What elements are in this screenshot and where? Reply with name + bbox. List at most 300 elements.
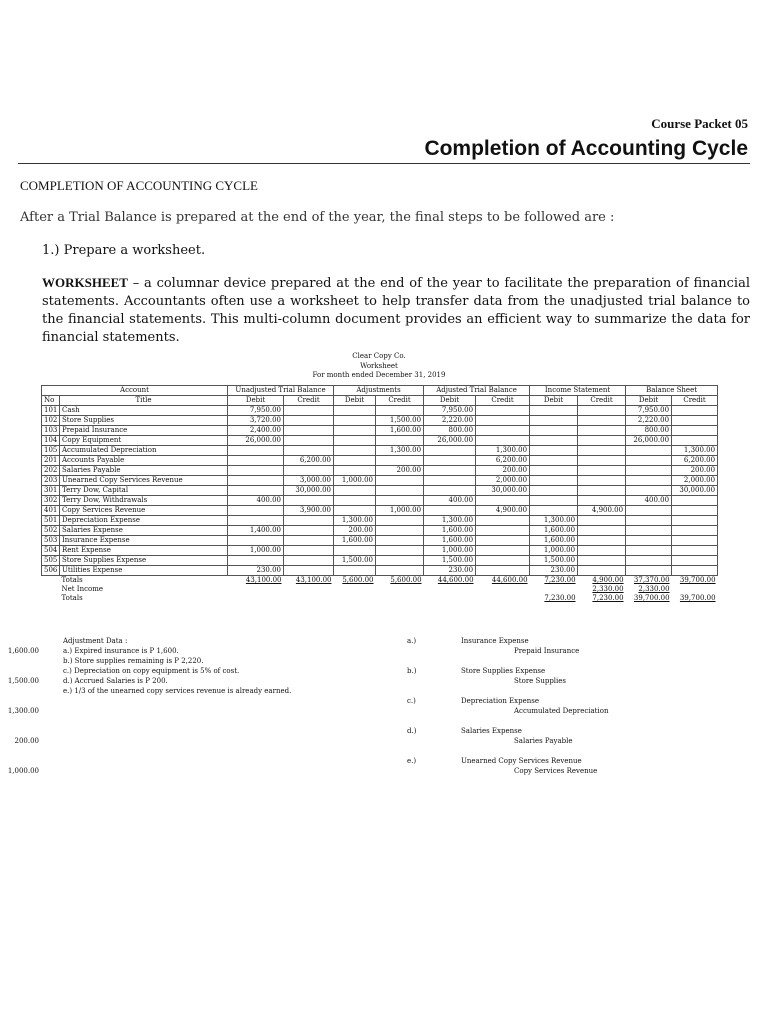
amount-cell <box>578 495 626 505</box>
account-no: 103 <box>42 425 60 435</box>
amount-cell <box>530 455 578 465</box>
amount-cell <box>334 465 376 475</box>
amount-cell: 1,500.00 <box>334 555 376 565</box>
amount-cell <box>228 535 284 545</box>
page-title: Completion of Accounting Cycle <box>424 137 748 160</box>
amount-cell: 2,400.00 <box>228 425 284 435</box>
worksheet-definition <box>42 274 750 347</box>
amount-cell <box>578 525 626 535</box>
amount-cell <box>376 405 424 415</box>
amount-cell <box>376 535 424 545</box>
amount-cell <box>672 425 718 435</box>
amount-cell <box>284 405 334 415</box>
table-row <box>42 445 718 455</box>
amount-cell: 4,900.00 <box>476 505 530 515</box>
account-title: Depreciation Expense <box>60 515 228 525</box>
amount-cell <box>672 585 718 594</box>
amount-cell: 7,230.00 <box>592 593 624 602</box>
entry-debit-account: Salaries Expense <box>461 727 522 735</box>
amount-cell: 30,000.00 <box>476 485 530 495</box>
amount-cell <box>376 565 424 575</box>
table-row <box>42 525 718 535</box>
amount-cell <box>424 485 476 495</box>
table-row <box>42 435 718 445</box>
amount-cell <box>334 505 376 515</box>
amount-cell: 2,000.00 <box>476 475 530 485</box>
amount-cell <box>284 425 334 435</box>
account-title: Accumulated Depreciation <box>60 445 228 455</box>
column-header: Debit <box>424 395 476 405</box>
amount-cell <box>334 425 376 435</box>
column-header: Debit <box>530 395 578 405</box>
amount-cell <box>530 445 578 455</box>
amount-cell <box>376 545 424 555</box>
account-no: 505 <box>42 555 60 565</box>
amount-cell <box>672 515 718 525</box>
amount-cell <box>424 475 476 485</box>
spacer <box>42 594 60 603</box>
column-header: Title <box>60 395 228 405</box>
account-no: 506 <box>42 565 60 575</box>
adjustment-data-heading: Adjustment Data : <box>63 637 128 645</box>
amount-cell: 1,600.00 <box>530 535 578 545</box>
amount-cell <box>530 475 578 485</box>
amount-cell <box>228 594 284 603</box>
table-row <box>42 505 718 515</box>
amount-cell <box>476 435 530 445</box>
amount-cell <box>228 465 284 475</box>
account-no: 504 <box>42 545 60 555</box>
account-title: Prepaid Insurance <box>60 425 228 435</box>
amount-cell <box>476 515 530 525</box>
entry-letter: b.) <box>407 667 417 675</box>
amount-cell <box>530 435 578 445</box>
account-title: Rent Expense <box>60 545 228 555</box>
amount-cell: 1,400.00 <box>228 525 284 535</box>
amount-cell <box>578 535 626 545</box>
group-header: Unadjusted Trial Balance <box>228 385 334 395</box>
amount-cell <box>424 594 476 603</box>
title-divider <box>18 163 750 164</box>
account-title: Terry Dow, Withdrawals <box>60 495 228 505</box>
account-no: 502 <box>42 525 60 535</box>
entry-debit-account: Depreciation Expense <box>461 697 539 705</box>
amount-cell: 230.00 <box>530 565 578 575</box>
worksheet-table <box>41 385 718 603</box>
amount-cell <box>672 545 718 555</box>
amount-cell <box>228 485 284 495</box>
account-no: 202 <box>42 465 60 475</box>
amount-cell <box>626 465 672 475</box>
amount-cell <box>284 535 334 545</box>
amount-cell <box>672 435 718 445</box>
amount-cell <box>626 445 672 455</box>
account-no: 302 <box>42 495 60 505</box>
amount-cell <box>626 505 672 515</box>
amount-cell <box>284 465 334 475</box>
amount-cell <box>376 594 424 603</box>
column-header: Debit <box>228 395 284 405</box>
totals-label: Totals <box>61 575 83 584</box>
entry-letter: c.) <box>407 697 416 705</box>
account-title: Salaries Expense <box>60 525 228 535</box>
amount-cell: 7,950.00 <box>626 405 672 415</box>
amount-cell: 1,600.00 <box>530 525 578 535</box>
account-no: 101 <box>42 405 60 415</box>
amount-cell: 43,100.00 <box>245 575 282 584</box>
amount-cell: 1,000.00 <box>376 505 424 515</box>
amount-cell <box>334 485 376 495</box>
table-row <box>42 535 718 545</box>
amount-cell: 230.00 <box>424 565 476 575</box>
amount-cell: 3,900.00 <box>284 505 334 515</box>
table-row <box>42 565 718 575</box>
amount-cell <box>578 485 626 495</box>
amount-cell <box>530 505 578 515</box>
amount-cell: 3,000.00 <box>284 475 334 485</box>
section-heading: COMPLETION OF ACCOUNTING CYCLE <box>20 178 258 193</box>
amount-cell <box>672 555 718 565</box>
group-header: Account <box>42 385 228 395</box>
amount-cell <box>476 545 530 555</box>
group-header: Balance Sheet <box>626 385 718 395</box>
amount-cell: 200.00 <box>476 465 530 475</box>
amount-cell <box>334 405 376 415</box>
amount-cell: 5,600.00 <box>342 575 374 584</box>
amount-cell <box>228 455 284 465</box>
column-header: Debit <box>626 395 672 405</box>
amount-cell: 7,950.00 <box>424 405 476 415</box>
amount-cell <box>424 465 476 475</box>
amount-cell <box>476 495 530 505</box>
column-header: Credit <box>376 395 424 405</box>
account-no: 301 <box>42 485 60 495</box>
amount-cell: 1,300.00 <box>334 515 376 525</box>
account-title: Store Supplies Expense <box>60 555 228 565</box>
amount-cell <box>228 475 284 485</box>
amount-cell <box>626 535 672 545</box>
group-header: Adjustments <box>334 385 424 395</box>
amount-cell <box>672 505 718 515</box>
table-row <box>42 555 718 565</box>
amount-cell: 6,200.00 <box>284 455 334 465</box>
amount-cell <box>476 565 530 575</box>
adjustment-item: e.) 1/3 of the unearned copy services revenue is already earned. <box>63 687 292 695</box>
amount-cell: 1,500.00 <box>376 415 424 425</box>
amount-cell <box>672 405 718 415</box>
amount-cell: 2,220.00 <box>424 415 476 425</box>
account-no: 503 <box>42 535 60 545</box>
amount-cell: 400.00 <box>228 495 284 505</box>
entry-debit-account: Unearned Copy Services Revenue <box>461 757 582 765</box>
adjustment-item: c.) Depreciation on copy equipment is 5% of cost. <box>63 667 240 675</box>
amount-cell <box>626 455 672 465</box>
account-no: 501 <box>42 515 60 525</box>
amount-cell: 7,230.00 <box>544 575 576 584</box>
amount-cell: 39,700.00 <box>679 593 716 602</box>
entry-credit-amount: 1,500.00 <box>7 677 39 685</box>
amount-cell: 5,600.00 <box>390 575 422 584</box>
amount-cell <box>376 495 424 505</box>
amount-cell <box>626 555 672 565</box>
entry-credit-account: Accumulated Depreciation <box>514 707 609 715</box>
amount-cell <box>578 425 626 435</box>
amount-cell: 1,300.00 <box>530 515 578 525</box>
amount-cell: 400.00 <box>626 495 672 505</box>
totals-row <box>42 575 718 585</box>
spacer <box>42 585 60 594</box>
amount-cell: 1,500.00 <box>424 555 476 565</box>
amount-cell <box>476 535 530 545</box>
amount-cell <box>228 515 284 525</box>
amount-cell <box>334 455 376 465</box>
amount-cell: 230.00 <box>228 565 284 575</box>
amount-cell <box>530 585 578 594</box>
amount-cell: 39,700.00 <box>679 575 716 584</box>
amount-cell: 26,000.00 <box>228 435 284 445</box>
amount-cell: 2,000.00 <box>672 475 718 485</box>
totals-row <box>42 594 718 603</box>
amount-cell <box>578 455 626 465</box>
amount-cell <box>284 585 334 594</box>
table-row <box>42 475 718 485</box>
entry-debit-account: Insurance Expense <box>461 637 529 645</box>
amount-cell: 200.00 <box>672 465 718 475</box>
amount-cell: 200.00 <box>376 465 424 475</box>
column-header: Credit <box>578 395 626 405</box>
entry-letter: a.) <box>407 637 417 645</box>
amount-cell <box>530 495 578 505</box>
entry-letter: e.) <box>407 757 417 765</box>
amount-cell: 1,000.00 <box>334 475 376 485</box>
amount-cell: 44,600.00 <box>491 575 528 584</box>
amount-cell <box>530 405 578 415</box>
amount-cell: 44,600.00 <box>437 575 474 584</box>
adjustment-item: a.) Expired insurance is P 1,600. <box>63 647 179 655</box>
amount-cell <box>530 415 578 425</box>
worksheet-term: WORKSHEET <box>42 275 128 290</box>
column-header: Credit <box>284 395 334 405</box>
amount-cell <box>376 475 424 485</box>
amount-cell: 400.00 <box>424 495 476 505</box>
column-header: Credit <box>476 395 530 405</box>
amount-cell <box>376 555 424 565</box>
amount-cell <box>672 535 718 545</box>
amount-cell <box>284 415 334 425</box>
amount-cell <box>376 515 424 525</box>
amount-cell <box>284 525 334 535</box>
totals-label: Totals <box>61 593 83 602</box>
entry-letter: d.) <box>407 727 417 735</box>
amount-cell <box>476 415 530 425</box>
worksheet-name: Worksheet <box>360 361 398 370</box>
course-packet-label: Course Packet 05 <box>651 116 748 131</box>
amount-cell <box>228 585 284 594</box>
amount-cell <box>334 585 376 594</box>
amount-cell <box>284 555 334 565</box>
amount-cell <box>476 555 530 565</box>
amount-cell: 800.00 <box>424 425 476 435</box>
amount-cell: 1,600.00 <box>334 535 376 545</box>
account-title: Insurance Expense <box>60 535 228 545</box>
amount-cell: 4,900.00 <box>592 575 624 584</box>
amount-cell <box>578 565 626 575</box>
amount-cell <box>476 594 530 603</box>
amount-cell <box>476 425 530 435</box>
amount-cell <box>284 445 334 455</box>
table-row <box>42 465 718 475</box>
entry-credit-account: Prepaid Insurance <box>514 647 580 655</box>
amount-cell <box>334 415 376 425</box>
amount-cell <box>578 405 626 415</box>
amount-cell <box>672 495 718 505</box>
table-row <box>42 405 718 415</box>
amount-cell <box>228 445 284 455</box>
amount-cell <box>284 515 334 525</box>
column-header: Debit <box>334 395 376 405</box>
account-title: Copy Services Revenue <box>60 505 228 515</box>
amount-cell: 39,700.00 <box>633 593 670 602</box>
entry-credit-account: Salaries Payable <box>514 737 573 745</box>
amount-cell: 2,220.00 <box>626 415 672 425</box>
account-no: 102 <box>42 415 60 425</box>
amount-cell <box>672 525 718 535</box>
column-header: No <box>42 395 60 405</box>
amount-cell: 7,950.00 <box>228 405 284 415</box>
table-row <box>42 415 718 425</box>
entry-credit-amount: 1,600.00 <box>7 647 39 655</box>
amount-cell: 2,330.00 <box>638 584 670 593</box>
totals-label: Net Income <box>61 584 103 593</box>
amount-cell: 43,100.00 <box>295 575 332 584</box>
amount-cell <box>578 555 626 565</box>
amount-cell <box>284 594 334 603</box>
amount-cell: 3,720.00 <box>228 415 284 425</box>
amount-cell <box>284 495 334 505</box>
account-title: Cash <box>60 405 228 415</box>
table-row <box>42 515 718 525</box>
amount-cell <box>626 565 672 575</box>
table-row <box>42 455 718 465</box>
account-no: 203 <box>42 475 60 485</box>
amount-cell <box>284 435 334 445</box>
amount-cell <box>578 445 626 455</box>
amount-cell <box>578 465 626 475</box>
amount-cell: 1,300.00 <box>376 445 424 455</box>
amount-cell: 1,600.00 <box>424 535 476 545</box>
amount-cell: 1,300.00 <box>672 445 718 455</box>
amount-cell <box>376 455 424 465</box>
account-no: 401 <box>42 505 60 515</box>
account-no: 104 <box>42 435 60 445</box>
amount-cell <box>476 585 530 594</box>
worksheet-definition-text: – a columnar device prepared at the end of the year to facilitate the preparation of financial statements. Accountants often use a worksheet to help transfer data from the unadjusted trial balance to the financial statements. This multi-column document provides an efficient way to summarize the data for financial statements. <box>42 276 750 345</box>
entry-credit-amount: 200.00 <box>14 737 39 745</box>
amount-cell: 1,000.00 <box>228 545 284 555</box>
account-title: Unearned Copy Services Revenue <box>60 475 228 485</box>
group-header: Adjusted Trial Balance <box>424 385 530 395</box>
account-no: 105 <box>42 445 60 455</box>
amount-cell: 1,300.00 <box>476 445 530 455</box>
amount-cell <box>578 475 626 485</box>
amount-cell <box>334 594 376 603</box>
table-row <box>42 495 718 505</box>
worksheet-period: For month ended December 31, 2019 <box>312 371 446 379</box>
amount-cell <box>530 465 578 475</box>
amount-cell <box>626 545 672 555</box>
entry-credit-account: Store Supplies <box>514 677 567 685</box>
step-1: 1.) Prepare a worksheet. <box>42 243 206 258</box>
worksheet <box>41 352 717 603</box>
amount-cell <box>284 565 334 575</box>
amount-cell <box>476 525 530 535</box>
amount-cell <box>228 505 284 515</box>
totals-row <box>42 585 718 594</box>
amount-cell <box>626 515 672 525</box>
entry-debit-account: Store Supplies Expense <box>461 667 546 675</box>
amount-cell <box>424 455 476 465</box>
amount-cell: 1,000.00 <box>424 545 476 555</box>
amount-cell: 7,230.00 <box>544 593 576 602</box>
amount-cell <box>626 525 672 535</box>
intro-text: After a Trial Balance is prepared at the end of the year, the final steps to be followed are : <box>20 210 615 225</box>
account-title: Store Supplies <box>60 415 228 425</box>
amount-cell: 26,000.00 <box>424 435 476 445</box>
account-title: Salaries Payable <box>60 465 228 475</box>
spacer <box>42 575 60 585</box>
amount-cell <box>672 415 718 425</box>
adjustment-item: d.) Accrued Salaries is P 200. <box>63 677 168 685</box>
amount-cell <box>424 505 476 515</box>
amount-cell <box>530 425 578 435</box>
amount-cell: 1,500.00 <box>530 555 578 565</box>
amount-cell: 1,000.00 <box>530 545 578 555</box>
amount-cell: 26,000.00 <box>626 435 672 445</box>
amount-cell: 1,300.00 <box>424 515 476 525</box>
account-title: Utilities Expense <box>60 565 228 575</box>
amount-cell <box>376 485 424 495</box>
amount-cell <box>530 485 578 495</box>
amount-cell <box>626 485 672 495</box>
amount-cell <box>424 585 476 594</box>
adjustment-item: b.) Store supplies remaining is P 2,220. <box>63 657 204 665</box>
worksheet-company: Clear Copy Co. <box>352 352 406 360</box>
entry-credit-amount: 1,000.00 <box>7 767 39 775</box>
column-header: Credit <box>672 395 718 405</box>
amount-cell: 37,370.00 <box>633 575 670 584</box>
entry-credit-account: Copy Services Revenue <box>514 767 598 775</box>
amount-cell <box>376 525 424 535</box>
amount-cell: 30,000.00 <box>284 485 334 495</box>
amount-cell <box>284 545 334 555</box>
table-row <box>42 485 718 495</box>
amount-cell <box>334 445 376 455</box>
amount-cell <box>228 555 284 565</box>
table-row <box>42 425 718 435</box>
group-header: Income Statement <box>530 385 626 395</box>
amount-cell <box>626 475 672 485</box>
amount-cell <box>376 435 424 445</box>
account-title: Terry Dow, Capital <box>60 485 228 495</box>
amount-cell <box>578 435 626 445</box>
amount-cell: 6,200.00 <box>476 455 530 465</box>
table-row <box>42 545 718 555</box>
amount-cell <box>376 585 424 594</box>
account-no: 201 <box>42 455 60 465</box>
amount-cell <box>578 415 626 425</box>
account-title: Copy Equipment <box>60 435 228 445</box>
amount-cell: 2,330.00 <box>592 584 624 593</box>
